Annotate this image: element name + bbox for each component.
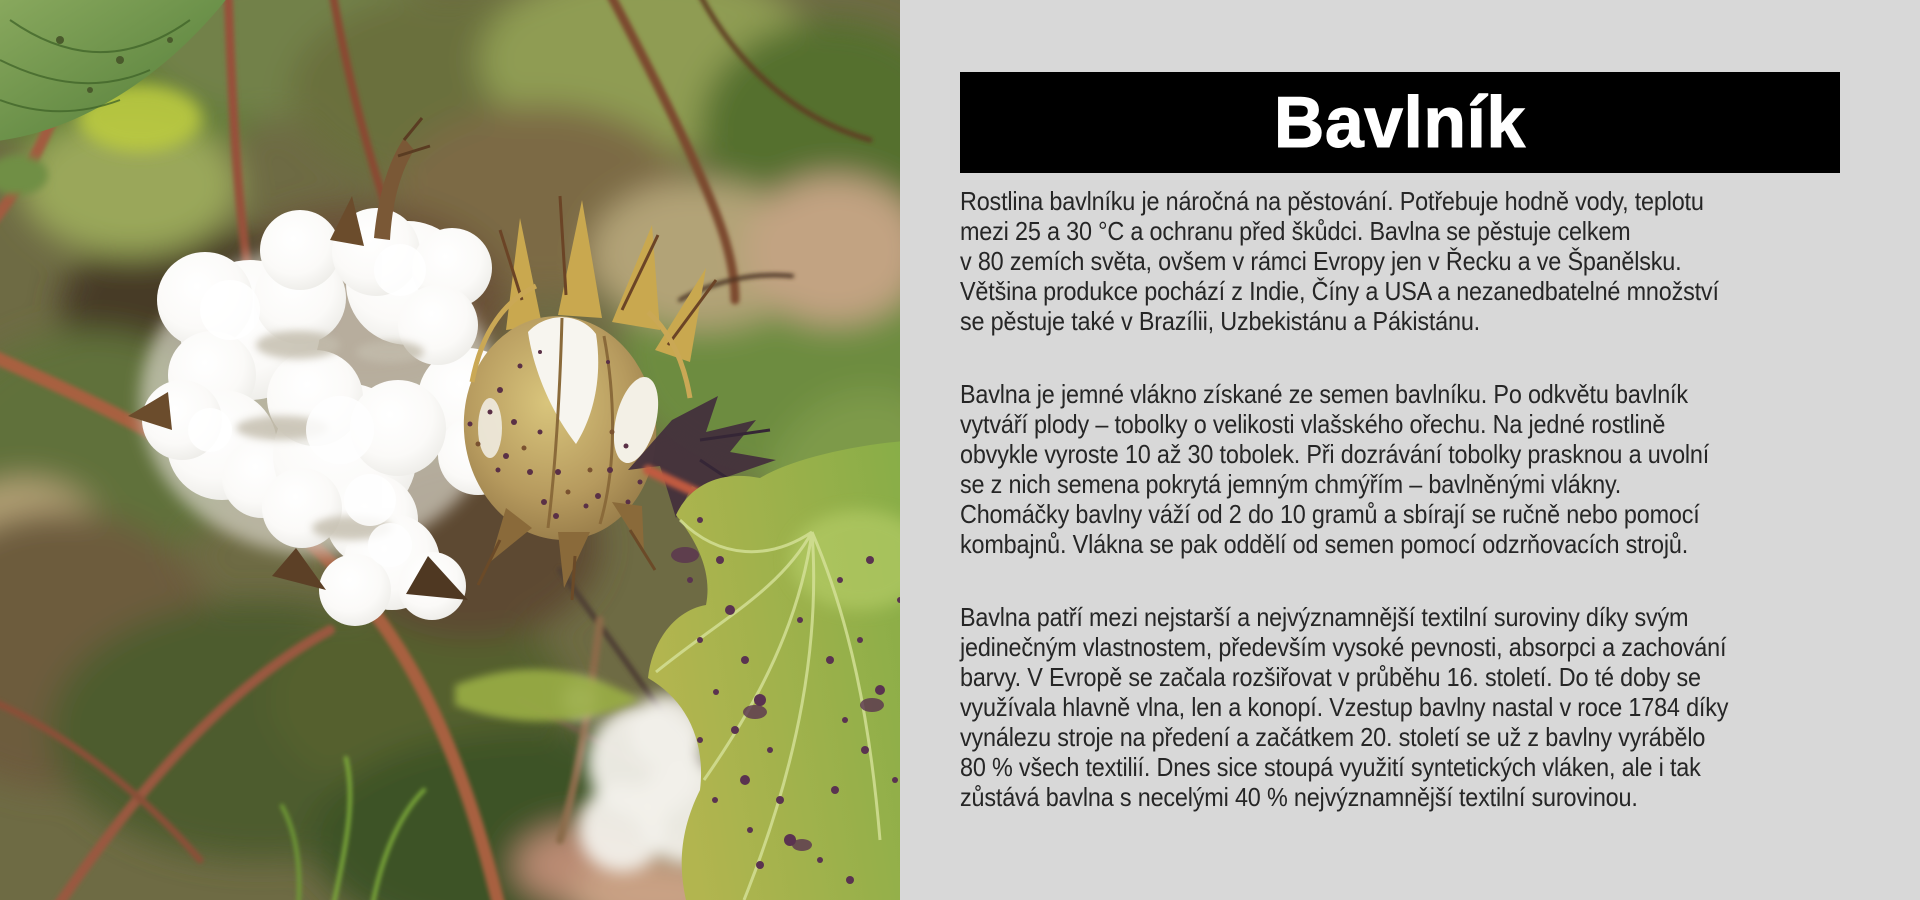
text-panel <box>900 0 1920 900</box>
leaf-bottom-right <box>648 440 900 900</box>
text-line: 80 % všech textilií. Dnes sice stoupá využití syntetických vláken, ale i tak <box>960 752 1701 782</box>
text-line: jedinečným vlastnostem, především vysoké pevnosti, absorpci a zachování <box>960 632 1727 662</box>
paragraph-2 <box>960 379 1920 559</box>
text-line: vynálezu stroje na předení a začátkem 20. století se už z bavlny vyrábělo <box>960 722 1706 752</box>
body-text <box>960 186 1920 812</box>
paragraph-3 <box>960 602 1920 812</box>
text-line: Chomáčky bavlny váží od 2 do 10 gramů a sbírají se ručně nebo pomocí <box>960 499 1700 529</box>
text-line: se z nich semena pokrytá jemným chmýřím – bavlněnými vlákny. <box>960 469 1622 499</box>
title-bar <box>960 72 1840 173</box>
cotton-plant-illustration <box>0 0 900 900</box>
text-line: Většina produkce pochází z Indie, Číny a USA a nezanedbatelné množství <box>960 276 1719 306</box>
cotton-plant-photo <box>0 0 900 900</box>
page-title: Bavlník <box>1274 82 1526 163</box>
text-line: kombajnů. Vlákna se pak oddělí od semen pomocí odzrňovacích strojů. <box>960 529 1689 559</box>
text-line: mezi 25 a 30 °C a ochranu před škůdci. Bavlna se pěstuje celkem <box>960 216 1631 246</box>
text-line: Bavlna je jemné vlákno získané ze semen bavlníku. Po odkvětu bavlník <box>960 379 1688 409</box>
text-line: Bavlna patří mezi nejstarší a nejvýznamnější textilní suroviny díky svým <box>960 602 1689 632</box>
text-line: v 80 zemích světa, ovšem v rámci Evropy jen v Řecku a ve Španělsku. <box>960 246 1682 276</box>
paragraph-1 <box>960 186 1920 336</box>
text-line: využívala hlavně vlna, len a konopí. Vzestup bavlny nastal v roce 1784 díky <box>960 692 1729 722</box>
text-line: obvykle vyroste 10 až 30 tobolek. Při dozrávání tobolky prasknou a uvolní <box>960 439 1710 469</box>
text-line: zůstává bavlna s necelými 40 % nejvýznamnější textilní surovinou. <box>960 782 1638 812</box>
text-line: barvy. V Evropě se začala rozšiřovat v průběhu 16. století. Do té doby se <box>960 662 1701 692</box>
text-line: se pěstuje také v Brazílii, Uzbekistánu a Pákistánu. <box>960 306 1481 336</box>
text-line: Rostlina bavlníku je náročná na pěstování. Potřebuje hodně vody, teplotu <box>960 186 1704 216</box>
text-line: vytváří plody – tobolky o velikosti vlašského ořechu. Na jedné rostlině <box>960 409 1666 439</box>
